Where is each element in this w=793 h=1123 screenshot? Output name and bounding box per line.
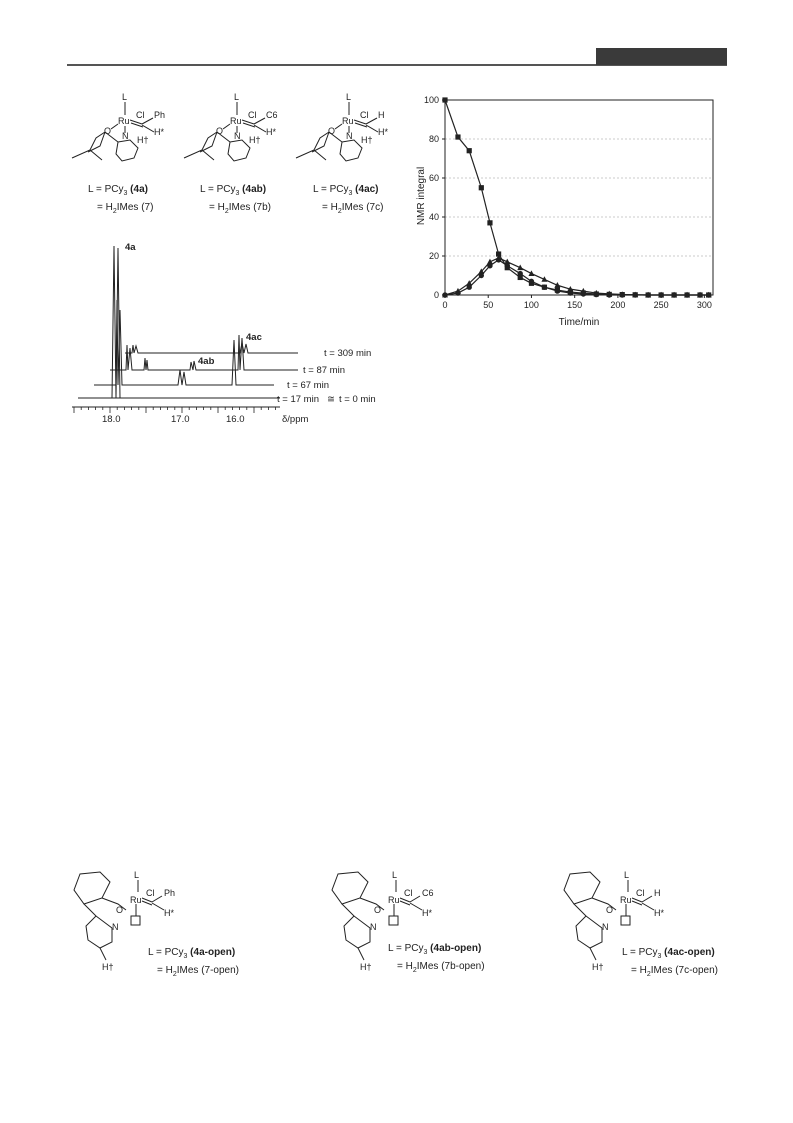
data-point-square <box>479 185 484 190</box>
data-point-square <box>487 220 492 225</box>
h-dagger-label: H† <box>102 962 114 972</box>
ru-label: Ru <box>130 895 142 905</box>
caption-4a: L = PCy$_3$ (4a) = $H_2IMes$ (7) <box>88 184 154 215</box>
data-point-square <box>455 134 460 139</box>
substituent-label: C6 <box>266 110 278 120</box>
substituent-label: Ph <box>154 110 166 120</box>
y-axis-label: NMR integral <box>416 166 427 226</box>
x-tick-label: 150 <box>567 300 583 310</box>
data-point-square <box>442 97 447 102</box>
substituent-label: C6 <box>422 888 434 898</box>
data-point-circle <box>496 257 501 262</box>
x-tick-label: 200 <box>610 300 626 310</box>
ru-label: Ru <box>620 895 632 905</box>
cl-label: Cl <box>404 888 413 898</box>
h-dagger-label: H† <box>137 135 149 145</box>
data-point-circle <box>505 263 510 268</box>
h-star-label: H* <box>654 908 665 918</box>
y-tick-label: 80 <box>428 134 439 144</box>
x-tick-label: 100 <box>523 300 539 310</box>
caption-4ac-open: L = PCy$_3$ (4ac-open) = $H_2IMes$ (7c-open) <box>622 947 718 978</box>
trace-label-309: t = 309 min <box>324 348 372 359</box>
h-dagger-label: H† <box>361 135 373 145</box>
data-point-circle <box>467 285 472 290</box>
axis-tick-16: 16.0 <box>226 414 245 425</box>
nitrogen-label: N <box>234 131 241 141</box>
h-star-label: H* <box>164 908 175 918</box>
trace-label-17: t = 17 min <box>277 394 319 405</box>
ligand-label: L <box>134 870 140 880</box>
axis-label-ppm: δ/ppm <box>282 414 309 425</box>
data-point-circle <box>487 263 492 268</box>
substituent-label: H <box>654 888 661 898</box>
data-point-circle <box>479 273 484 278</box>
trace-label-67: t = 67 min <box>287 380 329 391</box>
oxygen-label: O <box>216 126 224 136</box>
data-point-circle <box>697 292 702 297</box>
data-point-circle <box>632 292 637 297</box>
data-point-circle <box>607 292 612 297</box>
axis-ticks <box>74 407 276 413</box>
nmr-spectrum <box>60 240 400 430</box>
ru-label: Ru <box>388 895 400 905</box>
y-tick-label: 20 <box>428 251 439 261</box>
cl-label: Cl <box>146 888 155 898</box>
trace-label-0: t = 0 min <box>339 394 376 405</box>
y-tick-label: 0 <box>433 290 439 300</box>
header-bar <box>596 48 727 65</box>
h-star-label: H* <box>154 127 165 137</box>
y-tick-label: 60 <box>428 173 439 183</box>
data-point-square <box>467 148 472 153</box>
top-structures <box>60 88 400 183</box>
caption-4a-open: L = PCy$_3$ (4a-open) = $H_2IMes$ (7-open) <box>148 947 239 978</box>
data-point-circle <box>684 292 689 297</box>
data-point-circle <box>706 292 711 297</box>
nitrogen-label: N <box>112 922 119 932</box>
series-line-triangle <box>445 258 709 295</box>
data-point-circle <box>620 292 625 297</box>
oxygen-label: O <box>606 905 614 915</box>
data-point-triangle <box>528 270 534 276</box>
plot-frame <box>445 100 713 295</box>
x-tick-label: 250 <box>653 300 669 310</box>
trace-label-87: t = 87 min <box>303 365 345 376</box>
y-tick-label: 100 <box>423 95 439 105</box>
nitrogen-label: N <box>370 922 377 932</box>
oxygen-label: O <box>328 126 336 136</box>
peak-label-4ac: 4ac <box>246 332 262 343</box>
ru-label: Ru <box>118 116 130 126</box>
x-axis-label: Time/min <box>558 317 600 328</box>
ru-label: Ru <box>230 116 242 126</box>
nitrogen-label: N <box>122 131 129 141</box>
h-dagger-label: H† <box>360 962 372 972</box>
ru-label: Ru <box>342 116 354 126</box>
x-tick-label: 50 <box>483 300 494 310</box>
data-point-circle <box>581 291 586 296</box>
substituent-label: H <box>378 110 385 120</box>
data-point-circle <box>568 290 573 295</box>
series-line-square <box>445 100 709 295</box>
ligand-label: L <box>392 870 398 880</box>
peak-label-4ab: 4ab <box>198 356 215 367</box>
data-point-circle <box>518 271 523 276</box>
peak-label-4a: 4a <box>125 242 136 253</box>
h-dagger-label: H† <box>249 135 261 145</box>
data-point-circle <box>594 292 599 297</box>
trace-t309 <box>125 343 298 353</box>
data-point-circle <box>542 285 547 290</box>
ligand-label: L <box>624 870 630 880</box>
axis-tick-17: 17.0 <box>171 414 190 425</box>
h-star-label: H* <box>266 127 277 137</box>
oxygen-label: O <box>116 905 124 915</box>
data-point-circle <box>455 290 460 295</box>
data-point-circle <box>658 292 663 297</box>
data-point-circle <box>442 292 447 297</box>
nitrogen-label: N <box>346 131 353 141</box>
h-star-label: H* <box>378 127 389 137</box>
x-tick-label: 0 <box>442 300 448 310</box>
oxygen-label: O <box>374 905 382 915</box>
data-point-circle <box>645 292 650 297</box>
caption-4ab: L = PCy$_3$ (4ab) = $H_2IMes$ (7b) <box>200 184 271 215</box>
kinetics-chart <box>408 90 728 335</box>
nitrogen-label: N <box>602 922 609 932</box>
oxygen-label: O <box>104 126 112 136</box>
ligand-label: L <box>234 92 240 102</box>
approx-symbol: ≅ <box>327 394 335 405</box>
axis-tick-18: 18.0 <box>102 414 121 425</box>
y-tick-label: 40 <box>428 212 439 222</box>
substituent-label: Ph <box>164 888 176 898</box>
data-point-circle <box>529 279 534 284</box>
x-tick-label: 300 <box>696 300 712 310</box>
h-dagger-label: H† <box>592 962 604 972</box>
data-point-circle <box>555 288 560 293</box>
data-point-circle <box>671 292 676 297</box>
cl-label: Cl <box>360 110 369 120</box>
caption-4ac: L = PCy$_3$ (4ac) = $H_2IMes$ (7c) <box>313 184 384 215</box>
cl-label: Cl <box>636 888 645 898</box>
cl-label: Cl <box>136 110 145 120</box>
h-star-label: H* <box>422 908 433 918</box>
cl-label: Cl <box>248 110 257 120</box>
caption-4ab-open: L = PCy$_3$ (4ab-open) = $H_2IMes$ (7b-open) <box>388 943 485 974</box>
ligand-label: L <box>122 92 128 102</box>
ligand-label: L <box>346 92 352 102</box>
